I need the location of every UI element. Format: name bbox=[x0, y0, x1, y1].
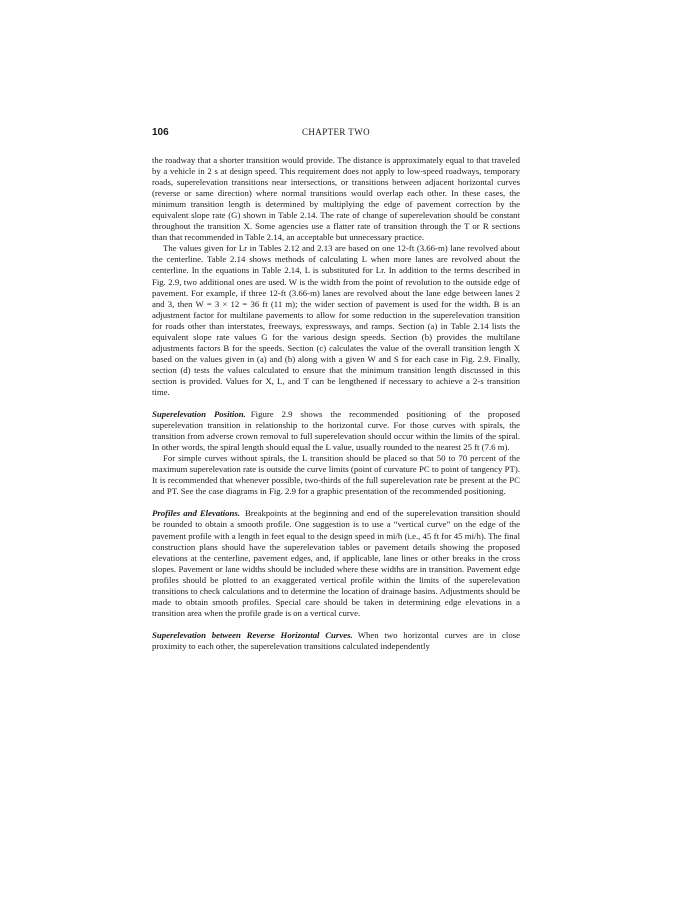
section-text-reverse-curves: When two horizontal curves are in close proximity to each other, the superelevation transitions calculated independently bbox=[152, 629, 520, 651]
section-heading-superelevation-position: Superelevation Position. bbox=[152, 409, 246, 420]
paragraph-simple-curves: For simple curves without spirals, the L transition should be placed so that 50 to 70 percent of the maximum superelevation rate is outside the curve limits (point of curvature PC to point of tangency PT). It is recommended that whenever possible, two-thirds of the full superelevation rate be present at the PC and PT. See the case diagrams in Fig. 2.9 for a graphic presentation of the recommended positioning. bbox=[152, 453, 520, 497]
page-number: 106 bbox=[152, 127, 169, 138]
document-page bbox=[152, 127, 520, 652]
section-heading-reverse-curves: Superelevation between Reverse Horizontal Curves. bbox=[152, 629, 353, 640]
section-text-superelevation-position: Figure 2.9 shows the recommended positioning of the proposed superelevation transition in relationship to the horizontal curve. For those curves with spirals, the transition from adverse crown removal to full superelevation should occur within the limits of the spiral. In other words, the spiral length should equal the L value, usually rounded to the nearest 25 ft (7.6 m). bbox=[152, 409, 520, 453]
section-superelevation-position bbox=[152, 409, 520, 453]
section-text-profiles-elevations: Breakpoints at the beginning and end of the superelevation transition should be rounded to obtain a smooth profile. One suggestion is to use a “vertical curve” on the edge of the pavement profile with a length in feet equal to the design speed in mi/h (i.e., 45 ft for 45 mi/h). The final construction plans should have the superelevation tables or pavement details showing the proposed elevations at the centerline, pavement edges, and, if applicable, lane lines or other breaks in the cross slopes. Pavement or lane widths should be included where these widths are in transition. Pavement edge profiles should be plotted to an exaggerated vertical profile within the limits of the superelevation transitions to check calculations and to determine the location of drainage basins. Adjustments should be made to obtain smooth profiles. Special care should be taken in determining edge elevations in a transition area when the profile grade is on a vertical curve. bbox=[152, 508, 520, 618]
running-head bbox=[152, 127, 520, 141]
section-profiles-elevations bbox=[152, 508, 520, 618]
chapter-title: CHAPTER TWO bbox=[302, 127, 370, 137]
paragraph-transition-length: the roadway that a shorter transition would provide. The distance is approximately equal to that traveled by a vehicle in 2 s at design speed. This requirement does not apply to low-speed roadways, temporary roads, superelevation transitions near intersections, or transitions between adjacent horizontal curves (reverse or same direction) where normal transitions would overlap each other. In these cases, the minimum transition length is determined by multiplying the edge of pavement correction by the equivalent slope rate (G) shown in Table 2.14. The rate of change of superelevation should be constant throughout the transition X. Some agencies use a flatter rate of transition through the T or R sections than that recommended in Table 2.14, an acceptable but unnecessary practice. bbox=[152, 155, 520, 243]
section-heading-profiles-elevations: Profiles and Elevations. bbox=[152, 508, 240, 519]
section-reverse-curves bbox=[152, 630, 520, 652]
paragraph-multilane-values: The values given for Lr in Tables 2.12 and 2.13 are based on one 12-ft (3.66-m) lane revolved about the centerline. Table 2.14 shows methods of calculating L when more lanes are revolved about the centerline. In the equations in Table 2.14, L is substituted for Lr. In addition to the terms described in Fig. 2.9, two additional ones are used. W is the width from the point of revolution to the outside edge of pavement. For example, if three 12-ft (3.66-m) lanes are revolved about the lane edge between lanes 2 and 3, then W = 3 × 12 = 36 ft (11 m); the wider section of pavement is used for the width. B is an adjustment factor for multilane pavements to allow for some reduction in the superelevation transition for roads other than interstates, freeways, expressways, and ramps. Section (a) in Table 2.14 lists the equivalent slope rate values G for the various design speeds. Section (b) provides the multilane adjustments factors B for the speeds. Section (c) calculates the value of the overall transition length X based on the values given in (a) and (b) along with a given W and S for each case in Fig. 2.9. Finally, section (d) tests the values calculated to ensure that the minimum transition length discussed in this section is provided. Values for X, L, and T can be lengthened if necessary to achieve a 2-s transition time. bbox=[152, 243, 520, 397]
